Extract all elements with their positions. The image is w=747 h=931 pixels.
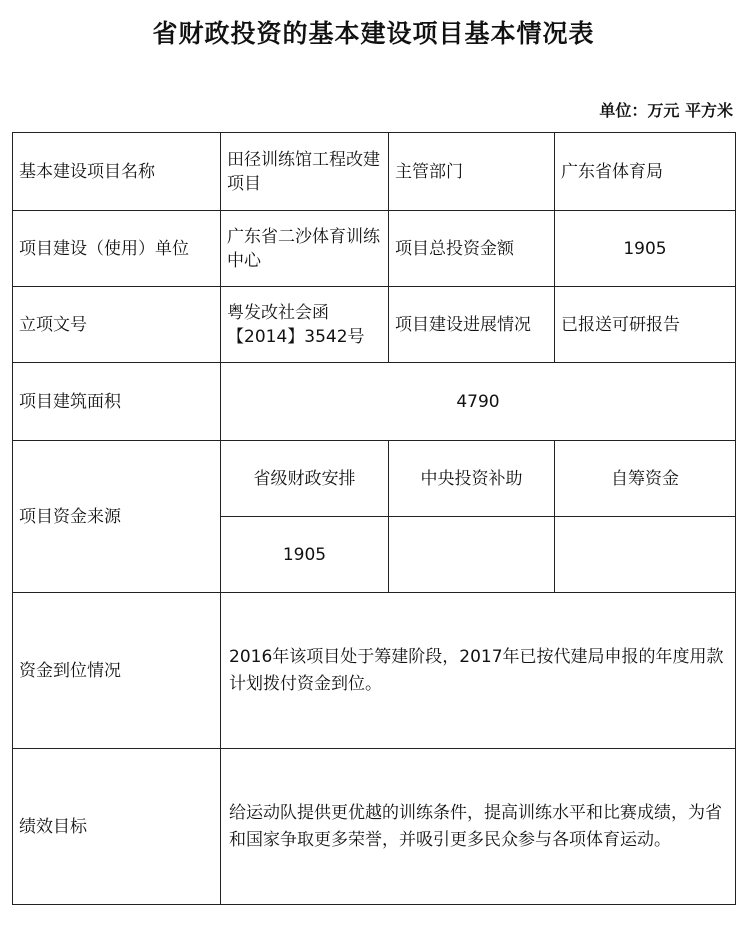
approval-doc-label: 立项文号 bbox=[13, 287, 221, 363]
table-row bbox=[13, 287, 736, 363]
progress-label: 项目建设进展情况 bbox=[389, 287, 555, 363]
area-label: 项目建筑面积 bbox=[13, 363, 221, 441]
funds-status-text: 2016年该项目处于筹建阶段，2017年已按代建局申报的年度用款计划拨付资金到位。 bbox=[221, 593, 736, 749]
total-invest-label: 项目总投资金额 bbox=[389, 211, 555, 287]
total-invest-value: 1905 bbox=[555, 211, 736, 287]
provincial-fund-header: 省级财政安排 bbox=[221, 441, 389, 517]
unit-note: 单位：万元 平方米 bbox=[599, 101, 733, 120]
central-subsidy-header: 中央投资补助 bbox=[389, 441, 555, 517]
self-raised-value bbox=[555, 517, 736, 593]
table-row bbox=[13, 441, 736, 517]
project-name-value: 田径训练馆工程改建项目 bbox=[221, 133, 389, 211]
self-raised-header: 自筹资金 bbox=[555, 441, 736, 517]
project-name-label: 基本建设项目名称 bbox=[13, 133, 221, 211]
progress-value: 已报送可研报告 bbox=[555, 287, 736, 363]
project-info-table bbox=[12, 132, 736, 905]
build-unit-value: 广东省二沙体育训练中心 bbox=[221, 211, 389, 287]
page-title: 省财政投资的基本建设项目基本情况表 bbox=[152, 19, 595, 48]
build-unit-label: 项目建设（使用）单位 bbox=[13, 211, 221, 287]
approval-doc-value: 粤发改社会函【2014】3542号 bbox=[221, 287, 389, 363]
table-row bbox=[13, 593, 736, 749]
goal-label: 绩效目标 bbox=[13, 749, 221, 905]
table-row bbox=[13, 211, 736, 287]
table-row bbox=[13, 363, 736, 441]
dept-label: 主管部门 bbox=[389, 133, 555, 211]
provincial-fund-value: 1905 bbox=[221, 517, 389, 593]
table-row bbox=[13, 133, 736, 211]
funds-status-label: 资金到位情况 bbox=[13, 593, 221, 749]
table-row bbox=[13, 749, 736, 905]
goal-text: 给运动队提供更优越的训练条件，提高训练水平和比赛成绩，为省和国家争取更多荣誉，并吸引更多民众参与各项体育运动。 bbox=[221, 749, 736, 905]
area-value: 4790 bbox=[221, 363, 736, 441]
fund-source-label: 项目资金来源 bbox=[13, 441, 221, 593]
dept-value: 广东省体育局 bbox=[555, 133, 736, 211]
central-subsidy-value bbox=[389, 517, 555, 593]
